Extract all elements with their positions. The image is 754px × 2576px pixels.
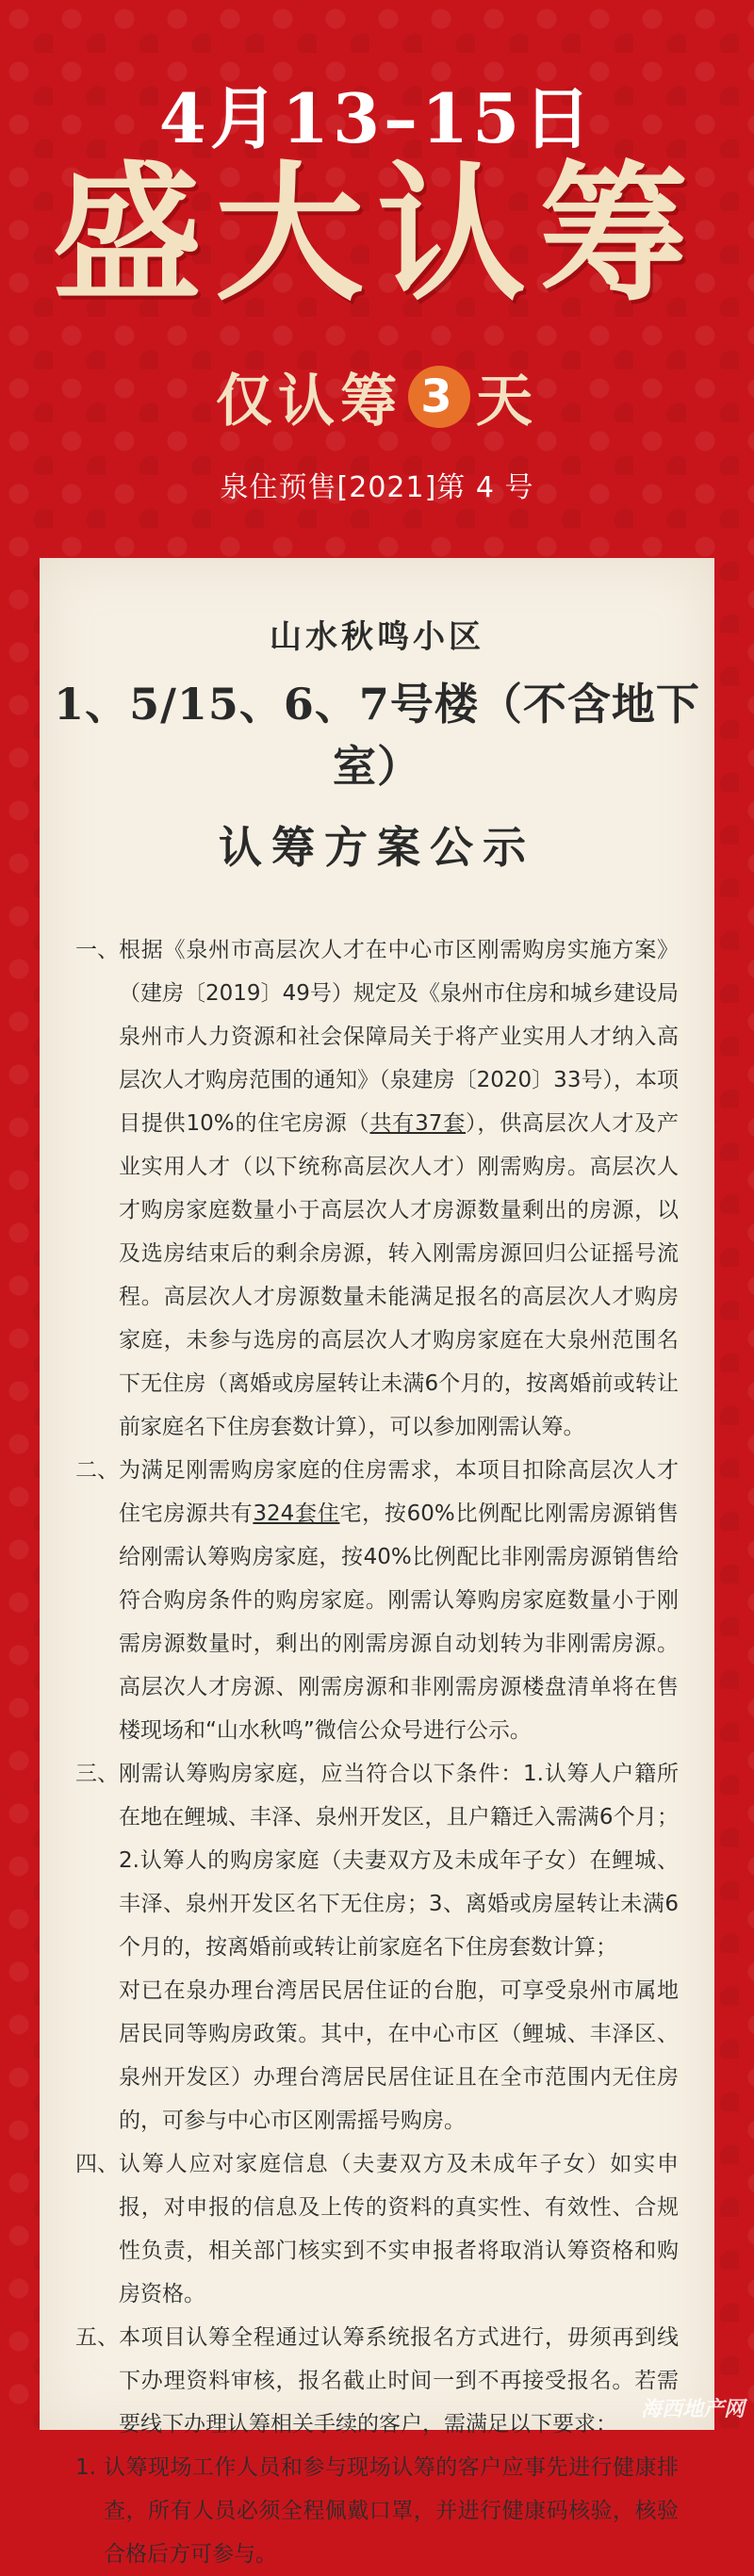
section-text: 认筹人应对家庭信息（夫妻双方及未成年子女）如实申报，对申报的信息及上传的资料的真实性、有效性、合规性负责，相关部门核实到不实申报者将取消认筹资格和购房资格。 [119, 2152, 679, 2306]
section-text [119, 928, 679, 1449]
poster-header [0, 0, 754, 528]
section-number: 四、 [75, 2152, 119, 2176]
section-5 [75, 2316, 679, 2446]
section-4 [75, 2142, 679, 2316]
days-line [0, 356, 754, 437]
text-segment: 根据《泉州市高层次人才在中心市区刚需购房实施方案》（建房〔2019〕49号）规定及《泉州市住房和城乡建设局泉州市人力资源和社会保障局关于将产业实用人才纳入高层次人才购房范围的通知》（泉建房〔2020〕33号），本项目提供10%的住宅房源（ [119, 938, 679, 1136]
days-suffix: 天 [476, 369, 538, 435]
announcement-panel [40, 558, 714, 2567]
section-number: 一、 [75, 938, 119, 962]
section-3-note: 对已在泉办理台湾居民居住证的台胞，可享受泉州市属地居民同等购房政策。其中，在中心市区（鲤城、丰泽区、泉州开发区）办理台湾居民居住证且在全市范围内无住房的，可参与中心市区刚需摇号购房。 [119, 1978, 679, 2133]
site-watermark: 海西地产网 [640, 2398, 745, 2421]
item-text: 认筹现场工作人员和参与现场认筹的客户应事先进行健康排查，所有人员必须全程佩戴口罩，并进行健康码核验，核验合格后方可参与。 [104, 2455, 679, 2567]
section-text [119, 1449, 679, 1752]
text-segment: ），供高层次人才及产业实用人才（以下统称高层次人才）刚需购房。高层次人才购房家庭数量小于高层次人才房源数量剩出的房源，以及选房结束后的剩余房源，转入刚需房源回归公证摇号流程。高层次人才房源数量未能满足报名的高层次人才购房家庭，未参与选房的高层次人才购房家庭在大泉州范围名下无住房（离婚或房屋转让未满6个月的，按离婚前或转让前家庭名下住房套数计算），可以参加刚需认筹。 [119, 1111, 680, 1439]
section-number: 三、 [75, 1762, 119, 1786]
announcement-title: 认筹方案公示 [219, 822, 535, 873]
presale-permit: 泉住预售[2021]第 4 号 [220, 471, 534, 504]
section-3 [75, 1752, 679, 1969]
section-5-item-1 [75, 2446, 679, 2576]
underlined-count: 324套住 [253, 1501, 340, 1526]
community-name: 山水秋鸣小区 [270, 618, 484, 656]
text-segment: 宅，按60%比例配比刚需房源销售给刚需认筹购房家庭，按40%比例配比非刚需房源销售给符合购房条件的购房家庭。刚需认筹购房家庭数量小于刚需房源数量时，剩出的刚需房源自动划转为非刚需房源。高层次人才房源、刚需房源和非刚需房源楼盘清单将在售楼现场和“山水秋鸣”微信公众号进行公示。 [119, 1501, 679, 1743]
headline-title: 盛大认筹 [53, 147, 701, 321]
underlined-count: 共有37套 [369, 1111, 467, 1136]
item-number: 1. [75, 2455, 96, 2480]
days-prefix: 仅认筹 [216, 369, 402, 435]
section-text: 本项目认筹全程通过认筹系统报名方式进行，毋须再到线下办理资料审核，报名截止时间一到不再接受报名。若需要线下办理认筹相关手续的客户，需满足以下要求： [119, 2325, 679, 2437]
section-number: 二、 [75, 1458, 119, 1483]
announcement-body [75, 928, 679, 2576]
section-text: 刚需认筹购房家庭，应当符合以下条件：1.认筹人户籍所在地在鲤城、丰泽、泉州开发区，且户籍迁入需满6个月；2.认筹人的购房家庭（夫妻双方及未成年子女）在鲤城、丰泽、泉州开发区名下无住房；3、离婚或房屋转让未满6个月的，按离婚前或转让前家庭名下住房套数计算； [119, 1762, 679, 1960]
building-list: 1、5/15、6、7号楼（不含地下室） [54, 679, 700, 792]
event-dates: 4月13–15日 [158, 78, 596, 158]
section-number: 五、 [75, 2325, 119, 2350]
text-segment: 为满足刚需购房家庭的住房需求，本项目扣除高层次人才住宅房源共有 [119, 1458, 679, 1526]
section-2 [75, 1449, 679, 1752]
days-number-badge: 3 [408, 366, 470, 428]
section-1 [75, 928, 679, 1449]
